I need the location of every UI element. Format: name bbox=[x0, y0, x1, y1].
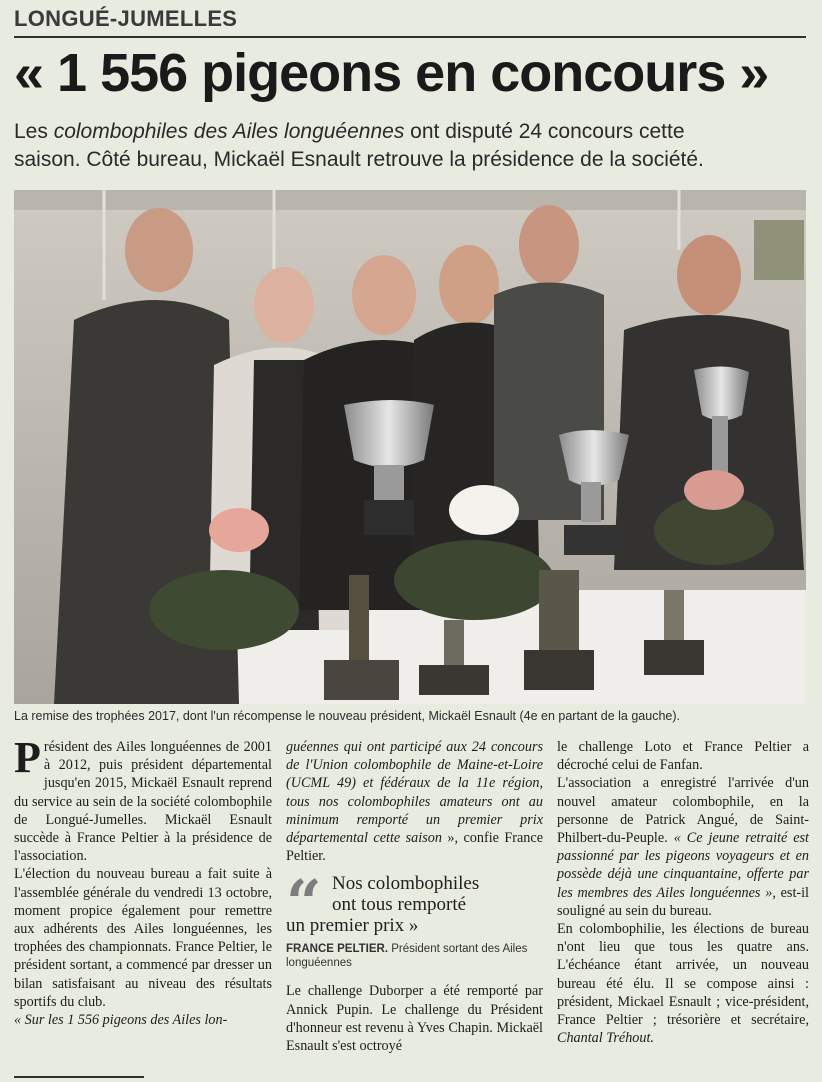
group-photo-trophies-icon bbox=[14, 190, 806, 704]
quote-line: un premier prix » bbox=[286, 915, 419, 937]
pull-quote bbox=[286, 866, 543, 970]
paragraph-text: , est-il souligné au sein du bureau. bbox=[557, 884, 809, 919]
article-column-1 bbox=[14, 733, 272, 1029]
quote-author-role: Président sortant des Ailes longuéennes bbox=[286, 943, 528, 970]
paragraph-text: L'association a enregistré l'arrivée d'un nouvel amateur colombophile, en la personne de Patrick Angué, de Saint-Philbert-du-Peuple. bbox=[557, 775, 809, 847]
paragraph: Le challenge Duborper a été remporté par Annick Pupin. Le challenge du Président d'honneur est revenu à Yves Chapin. Mickaël Esnault s'est octroyé bbox=[286, 983, 543, 1055]
quote-line: ont tous remporté bbox=[332, 894, 467, 916]
paragraph bbox=[557, 774, 809, 920]
paragraph bbox=[286, 738, 543, 865]
standfirst-part: Les bbox=[14, 120, 54, 143]
section-rubric: LONGUÉ-JUMELLES bbox=[14, 6, 238, 31]
quote-author bbox=[286, 942, 543, 970]
paragraph: le challenge Loto et France Peltier a décroché celui de Fanfan. bbox=[557, 739, 809, 774]
paragraph-italic: guéennes qui ont participé aux 24 concours de l'Union colombophile de Maine-et-Loire (UCML 49) et fédéraux de la 11e région, tous nos colombophiles amateurs ont au minimum remporté un premier prix départemental cette saison bbox=[286, 739, 543, 847]
photo-caption: La remise des trophées 2017, dont l'un récompense le nouveau président, Mickaël Esnault (4e en partant de la gauche). bbox=[14, 709, 680, 723]
group-photo bbox=[14, 190, 806, 704]
quote-author-name: FRANCE PELTIER. bbox=[286, 943, 389, 956]
paragraph: « Sur les 1 556 pigeons des Ailes lon- bbox=[14, 1012, 228, 1029]
pull-quote-text bbox=[286, 866, 543, 940]
headline: « 1 556 pigeons en concours » bbox=[14, 43, 769, 103]
standfirst bbox=[14, 118, 814, 174]
paragraph-italic: « Ce jeune retraité est passionné par les pigeons voyageurs et en possède déjà une cinquantaine, offerte par les membres des Ailes longuéennes » bbox=[557, 830, 809, 901]
spacer bbox=[286, 970, 543, 982]
dropcap: P bbox=[14, 733, 41, 782]
paragraph-text: En colombophilie, les élections de bureau n'ont lieu que tous les quatre ans. L'échéance étant arrivée, un nouveau bureau été élu. Il se compose ainsi : président, Mickael Esnault ; vice-président, France Peltier ; trésorière et secrétaire, bbox=[557, 921, 809, 1029]
paragraph-text: », confie France Peltier. bbox=[286, 830, 543, 865]
standfirst-italic: colombophiles des Ailes longuéennes bbox=[53, 120, 405, 143]
article-column-3 bbox=[557, 738, 809, 1047]
paragraph bbox=[14, 733, 272, 865]
top-rule bbox=[14, 36, 806, 38]
quote-line: Nos colombophiles bbox=[332, 873, 480, 895]
standfirst-line2: saison. Côté bureau, Mickaël Esnault retrouve la présidence de la société. bbox=[14, 148, 704, 171]
paragraph-text: résident des Ailes longuéennes de 2001 à 2012, puis président départemental jusqu'en 2015, Mickaël Esnault reprend du service au sein de la société colombophile de Longué-Jumelles. Mickaël Esnault succède à France Peltier à la présidence de l'association. bbox=[14, 739, 272, 865]
quote-mark-icon: “ bbox=[286, 866, 322, 940]
standfirst-part: ont disputé 24 concours cette bbox=[404, 120, 685, 143]
paragraph-italic: Chantal Tréhout. bbox=[557, 1030, 654, 1047]
bottom-rule bbox=[14, 1076, 144, 1078]
paragraph bbox=[557, 920, 809, 1047]
article-column-2 bbox=[286, 738, 543, 1055]
paragraph: L'élection du nouveau bureau a fait suite à l'assemblée générale du vendredi 13 octobre, moment propice également pour remettre aux adhérents des Ailes longuéennes, les trophées des championnats. France Peltier, le président sortant, a commencé par dresser un bilan satisfaisant au niveau des résultats sportifs du club. bbox=[14, 866, 272, 1010]
